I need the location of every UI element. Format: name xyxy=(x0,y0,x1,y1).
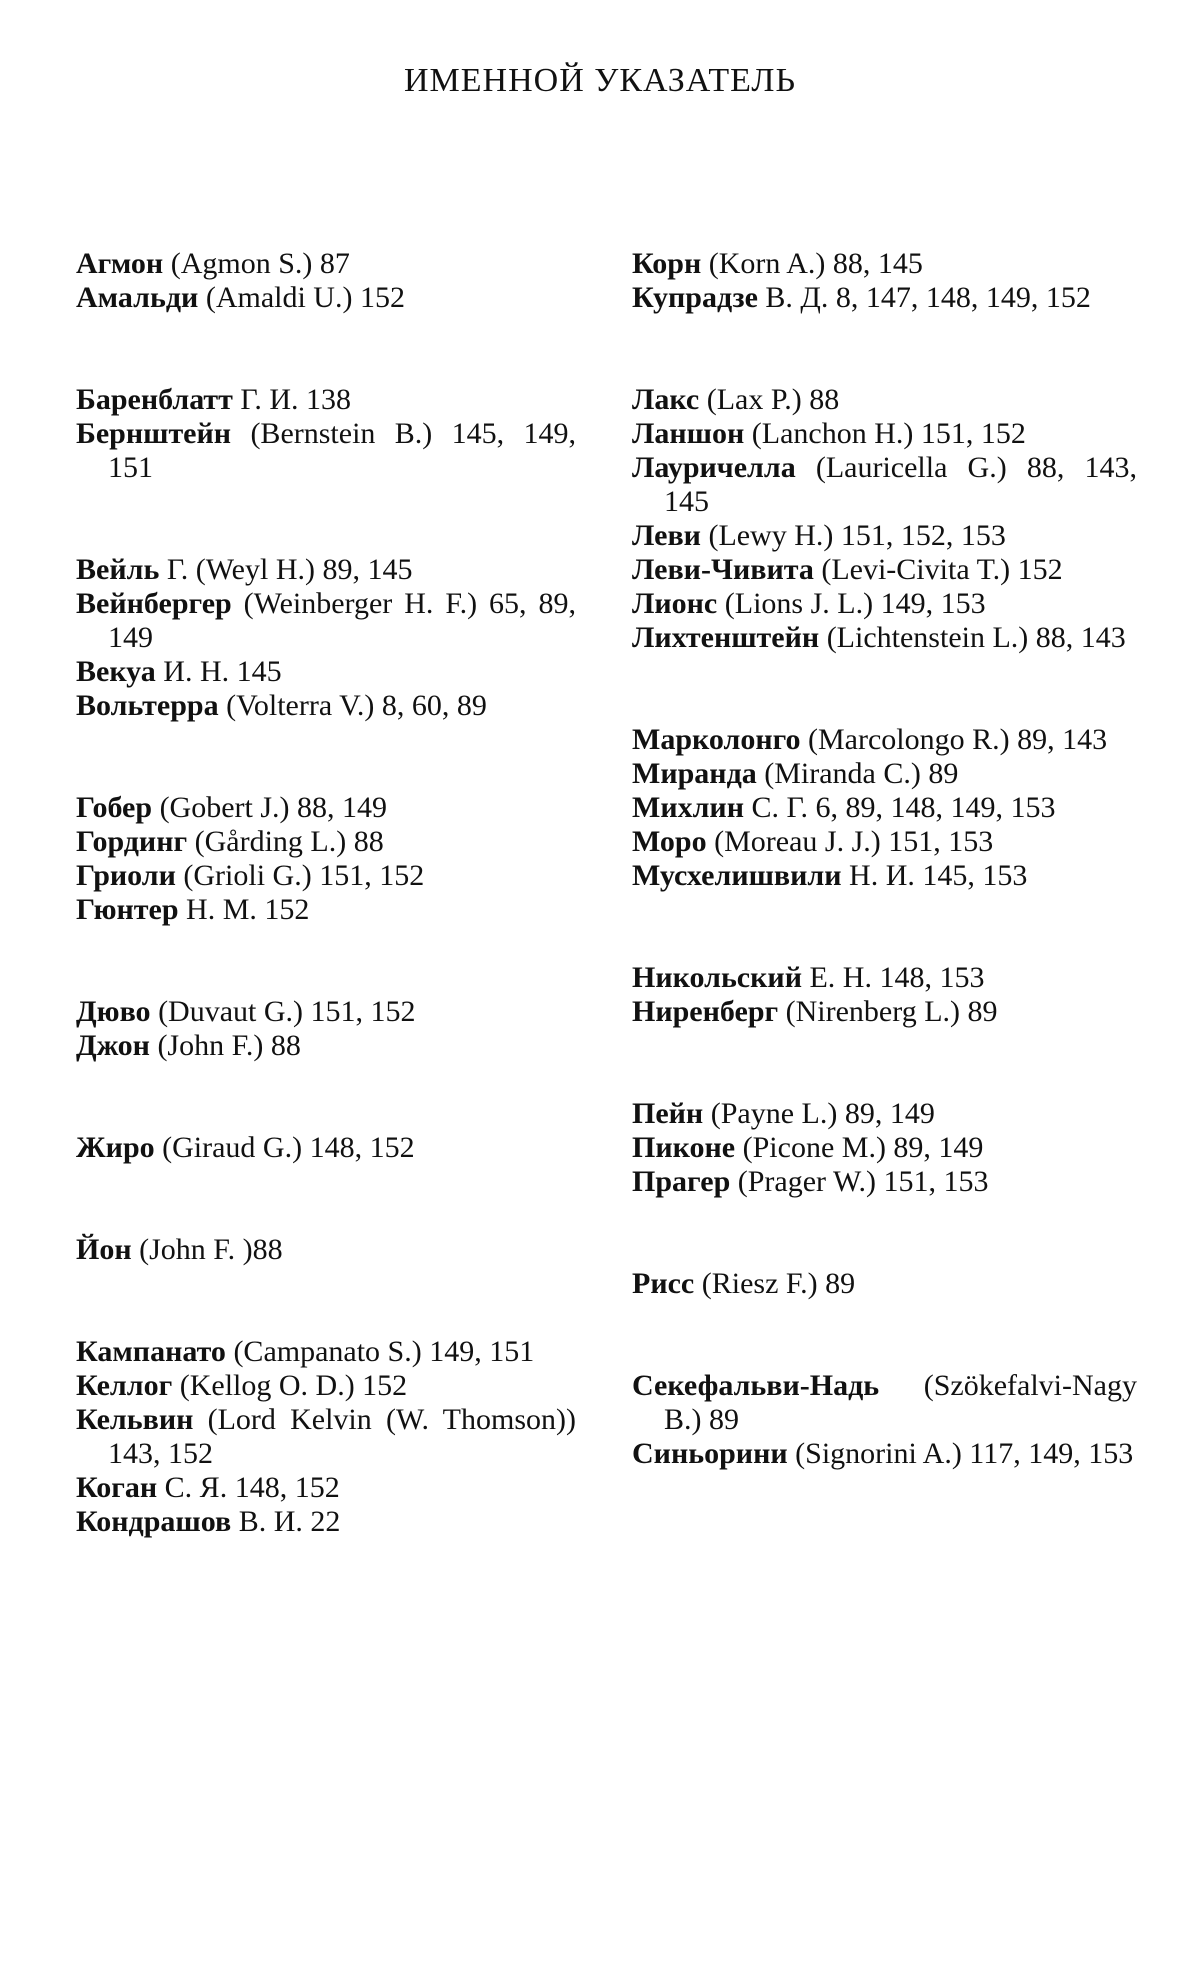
index-entry xyxy=(632,859,1137,893)
index-entry xyxy=(76,791,576,825)
entry-details: (Lanchon H.) 151, 152 xyxy=(744,417,1026,450)
entry-name: Миранда xyxy=(632,757,757,790)
entry-name: Векуа xyxy=(76,655,156,688)
entry-details: И. Н. 145 xyxy=(155,655,282,688)
index-entry xyxy=(76,1471,576,1505)
entry-details: Н. И. 145, 153 xyxy=(841,859,1028,892)
entry-name: Йон xyxy=(76,1233,132,1266)
page-title: ИМЕННОЙ УКАЗАТЕЛЬ xyxy=(404,62,796,99)
entry-name: Кельвин xyxy=(76,1403,194,1436)
index-entry xyxy=(76,655,576,689)
index-entry xyxy=(632,451,1137,519)
entry-details: (Picone M.) 89, 149 xyxy=(735,1131,984,1164)
index-entry xyxy=(632,1369,1137,1437)
index-entry xyxy=(76,247,576,281)
entry-name: Вольтерра xyxy=(76,689,219,722)
index-entry xyxy=(632,1165,1137,1199)
index-letter-group xyxy=(632,1267,1137,1301)
entry-details: (Duvaut G.) 151, 152 xyxy=(150,995,416,1028)
entry-details: (Bernstein B.) 145, 149, 151 xyxy=(108,417,576,484)
index-letter-group xyxy=(632,1097,1137,1199)
entry-name: Бернштейн xyxy=(76,417,232,450)
index-entry xyxy=(76,383,576,417)
entry-details: (Marcolongo R.) 89, 143 xyxy=(800,723,1108,756)
entry-details: (Lewy H.) 151, 152, 153 xyxy=(700,519,1006,552)
index-entry xyxy=(632,553,1137,587)
entry-name: Прагер xyxy=(632,1165,731,1198)
index-entry xyxy=(632,519,1137,553)
entry-name: Агмон xyxy=(76,247,164,280)
entry-name: Моро xyxy=(632,825,707,858)
index-entry xyxy=(76,995,576,1029)
index-letter-group xyxy=(632,383,1137,655)
entry-name: Леви-Чивита xyxy=(632,553,814,586)
entry-details: (Szökefalvi-Nagy B.) 89 xyxy=(664,1369,1137,1436)
index-entry xyxy=(76,553,576,587)
index-entry xyxy=(76,1233,576,1267)
right-column xyxy=(632,247,1137,1539)
index-letter-group xyxy=(76,791,576,927)
entry-name: Амальди xyxy=(76,281,199,314)
entry-name: Баренблатт xyxy=(76,383,233,416)
index-entry xyxy=(76,281,576,315)
index-entry xyxy=(632,995,1137,1029)
entry-name: Гюнтер xyxy=(76,893,179,926)
entry-details: (Lauricella G.) 88, 143, 145 xyxy=(664,451,1137,518)
entry-name: Келлог xyxy=(76,1369,173,1402)
entry-name: Корн xyxy=(632,247,702,280)
index-entry xyxy=(632,1437,1137,1471)
entry-name: Синьорини xyxy=(632,1437,788,1470)
entry-details: С. Я. 148, 152 xyxy=(157,1471,340,1504)
entry-details: (Korn A.) 88, 145 xyxy=(701,247,923,280)
index-letter-group xyxy=(76,995,576,1063)
index-letter-group xyxy=(632,247,1137,315)
entry-details: (Kellog O. D.) 152 xyxy=(172,1369,408,1402)
index-entry xyxy=(632,383,1137,417)
entry-details: (Volterra V.) 8, 60, 89 xyxy=(218,689,487,722)
index-letter-group xyxy=(76,1233,576,1267)
index-letter-group xyxy=(632,1369,1137,1471)
index-entry xyxy=(632,587,1137,621)
entry-details: (Moreau J. J.) 151, 153 xyxy=(706,825,994,858)
entry-details: (Weinberger H. F.) 65, 89, 149 xyxy=(108,587,576,654)
entry-details: В. И. 22 xyxy=(231,1505,341,1538)
index-entry xyxy=(76,825,576,859)
entry-name: Купрадзе xyxy=(632,281,758,314)
entry-name: Леви xyxy=(632,519,701,552)
index-letter-group xyxy=(76,1335,576,1539)
left-column xyxy=(76,247,576,1607)
entry-details: (John F.) 88 xyxy=(149,1029,301,1062)
entry-name: Дюво xyxy=(76,995,151,1028)
index-entry xyxy=(76,1131,576,1165)
entry-details: (Giraud G.) 148, 152 xyxy=(154,1131,415,1164)
index-entry xyxy=(632,1267,1137,1301)
entry-name: Рисс xyxy=(632,1267,695,1300)
entry-name: Пейн xyxy=(632,1097,704,1130)
index-entry xyxy=(76,587,576,655)
entry-name: Никольский xyxy=(632,961,802,994)
entry-name: Кондрашов xyxy=(76,1505,232,1538)
entry-details: (Amaldi U.) 152 xyxy=(198,281,405,314)
entry-name: Лакс xyxy=(632,383,700,416)
index-entry xyxy=(76,417,576,485)
entry-details: (Grioli G.) 151, 152 xyxy=(175,859,425,892)
index-letter-group xyxy=(632,961,1137,1029)
index-letter-group xyxy=(76,383,576,485)
entry-details: (Gobert J.) 88, 149 xyxy=(152,791,388,824)
entry-details: (Gårding L.) 88 xyxy=(187,825,384,858)
entry-name: Ниренберг xyxy=(632,995,779,1028)
entry-name: Пиконе xyxy=(632,1131,736,1164)
index-entry xyxy=(632,757,1137,791)
index-entry xyxy=(632,961,1137,995)
entry-name: Лихтенштейн xyxy=(632,621,820,654)
entry-details: (Miranda C.) 89 xyxy=(756,757,959,790)
entry-name: Марколонго xyxy=(632,723,801,756)
entry-name: Гординг xyxy=(76,825,188,858)
index-entry xyxy=(76,689,576,723)
index-entry xyxy=(76,1335,576,1369)
entry-name: Жиро xyxy=(76,1131,155,1164)
entry-name: Михлин xyxy=(632,791,745,824)
index-entry xyxy=(632,417,1137,451)
entry-name: Коган xyxy=(76,1471,158,1504)
entry-name: Мусхелишвили xyxy=(632,859,842,892)
entry-name: Лионс xyxy=(632,587,718,620)
entry-details: (Lord Kelvin (W. Thomson)) 143, 152 xyxy=(108,1403,576,1470)
entry-details: (Campanato S.) 149, 151 xyxy=(225,1335,535,1368)
entry-details: (John F. )88 xyxy=(131,1233,283,1266)
index-entry xyxy=(76,1505,576,1539)
index-entry xyxy=(76,859,576,893)
entry-details: (Levi-Civita T.) 152 xyxy=(813,553,1063,586)
index-entry xyxy=(76,1029,576,1063)
index-entry xyxy=(632,791,1137,825)
index-entry xyxy=(632,1097,1137,1131)
entry-details: Г. И. 138 xyxy=(232,383,352,416)
entry-details: (Signorini A.) 117, 149, 153 xyxy=(787,1437,1134,1470)
index-entry xyxy=(76,1403,576,1471)
entry-name: Джон xyxy=(76,1029,150,1062)
entry-details: (Lichtenstein L.) 88, 143 xyxy=(819,621,1126,654)
entry-details: (Lions J. L.) 149, 153 xyxy=(717,587,986,620)
entry-details: В. Д. 8, 147, 148, 149, 152 xyxy=(757,281,1091,314)
index-entry xyxy=(76,893,576,927)
entry-details: С. Г. 6, 89, 148, 149, 153 xyxy=(744,791,1056,824)
entry-details: Е. Н. 148, 153 xyxy=(801,961,985,994)
entry-details: (Lax P.) 88 xyxy=(699,383,840,416)
entry-details: Н. М. 152 xyxy=(178,893,310,926)
entry-name: Гобер xyxy=(76,791,153,824)
entry-details: (Prager W.) 151, 153 xyxy=(730,1165,989,1198)
index-letter-group xyxy=(76,247,576,315)
index-entry xyxy=(632,247,1137,281)
index-letter-group xyxy=(632,723,1137,893)
index-entry xyxy=(632,1131,1137,1165)
index-entry xyxy=(76,1369,576,1403)
index-entry xyxy=(632,825,1137,859)
entry-details: (Riesz F.) 89 xyxy=(694,1267,856,1300)
entry-name: Лауричелла xyxy=(632,451,796,484)
index-letter-group xyxy=(76,553,576,723)
index-entry xyxy=(632,723,1137,757)
entry-details: (Nirenberg L.) 89 xyxy=(778,995,998,1028)
index-entry xyxy=(632,281,1137,315)
index-entry xyxy=(632,621,1137,655)
entry-details: (Agmon S.) 87 xyxy=(163,247,350,280)
entry-name: Вейнбергер xyxy=(76,587,232,620)
index-letter-group xyxy=(76,1131,576,1165)
entry-name: Вейль xyxy=(76,553,160,586)
entry-name: Ланшон xyxy=(632,417,745,450)
entry-name: Секефальви-Надь xyxy=(632,1369,880,1402)
entry-name: Гриоли xyxy=(76,859,176,892)
entry-details: (Payne L.) 89, 149 xyxy=(703,1097,935,1130)
entry-name: Кампанато xyxy=(76,1335,226,1368)
entry-details: Г. (Weyl H.) 89, 145 xyxy=(159,553,413,586)
